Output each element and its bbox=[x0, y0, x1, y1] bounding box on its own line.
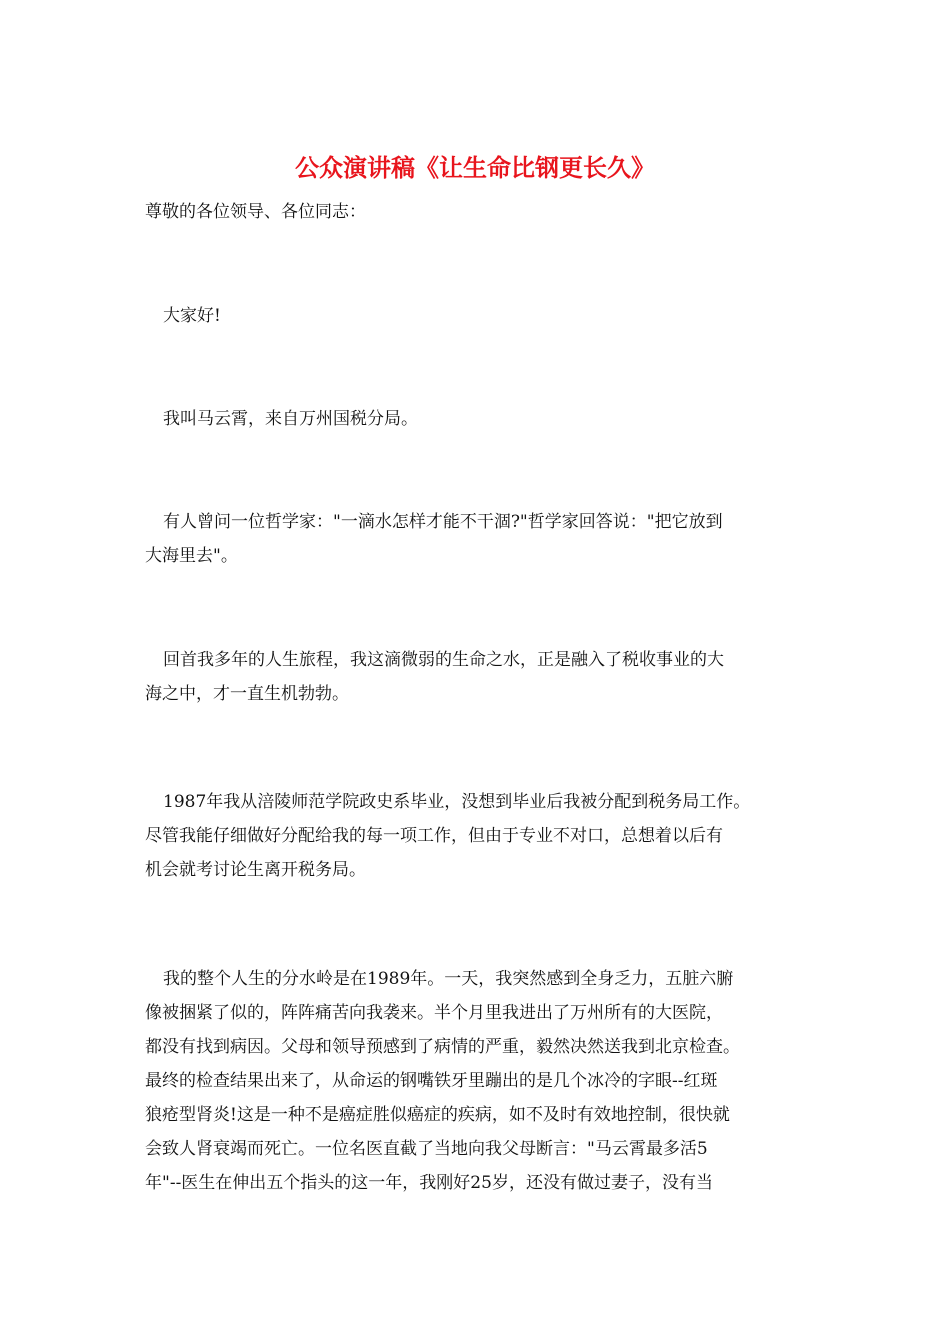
paragraph bbox=[145, 402, 825, 436]
paragraph-line: 我的整个人生的分水岭是在1989年。一天，我突然感到全身乏力，五脏六腑 bbox=[163, 969, 734, 989]
paragraph-line: 大家好! bbox=[163, 306, 221, 326]
document-title: 公众演讲稿《让生命比钢更长久》 bbox=[295, 153, 655, 182]
paragraph bbox=[145, 785, 825, 887]
salutation: 尊敬的各位领导、各位同志： bbox=[145, 202, 366, 222]
paragraph bbox=[145, 962, 825, 1200]
paragraph-line: 我叫马云霄，来自万州国税分局。 bbox=[163, 409, 418, 429]
paragraph-line: 像被捆紧了似的，阵阵痛苦向我袭来。半个月里我进出了万州所有的大医院， bbox=[145, 1003, 723, 1023]
paragraph-line: 年"--医生在伸出五个指头的这一年，我刚好25岁，还没有做过妻子，没有当 bbox=[145, 1173, 713, 1193]
paragraph-line: 1987年我从涪陵师范学院政史系毕业，没想到毕业后我被分配到税务局工作。 bbox=[163, 792, 751, 812]
paragraph bbox=[145, 643, 825, 711]
paragraph-line: 尽管我能仔细做好分配给我的每一项工作，但由于专业不对口，总想着以后有 bbox=[145, 826, 723, 846]
paragraph-line: 有人曾问一位哲学家："一滴水怎样才能不干涸?"哲学家回答说："把它放到 bbox=[163, 512, 723, 532]
paragraph-line: 机会就考讨论生离开税务局。 bbox=[145, 860, 366, 880]
paragraph-line: 回首我多年的人生旅程，我这滴微弱的生命之水，正是融入了税收事业的大 bbox=[163, 650, 724, 670]
paragraph-line: 狼疮型肾炎!这是一种不是癌症胜似癌症的疾病，如不及时有效地控制，很快就 bbox=[145, 1105, 730, 1125]
paragraph bbox=[145, 299, 825, 333]
paragraph-line: 会致人肾衰竭而死亡。一位名医直截了当地向我父母断言："马云霄最多活5 bbox=[145, 1139, 708, 1159]
paragraph-line: 都没有找到病因。父母和领导预感到了病情的严重，毅然决然送我到北京检查。 bbox=[145, 1037, 740, 1057]
paragraph bbox=[145, 505, 825, 573]
paragraph-line: 海之中，才一直生机勃勃。 bbox=[145, 684, 349, 704]
paragraph-line: 最终的检查结果出来了，从命运的钢嘴铁牙里蹦出的是几个冰冷的字眼--红斑 bbox=[145, 1071, 718, 1091]
paragraph-line: 大海里去"。 bbox=[145, 546, 238, 566]
